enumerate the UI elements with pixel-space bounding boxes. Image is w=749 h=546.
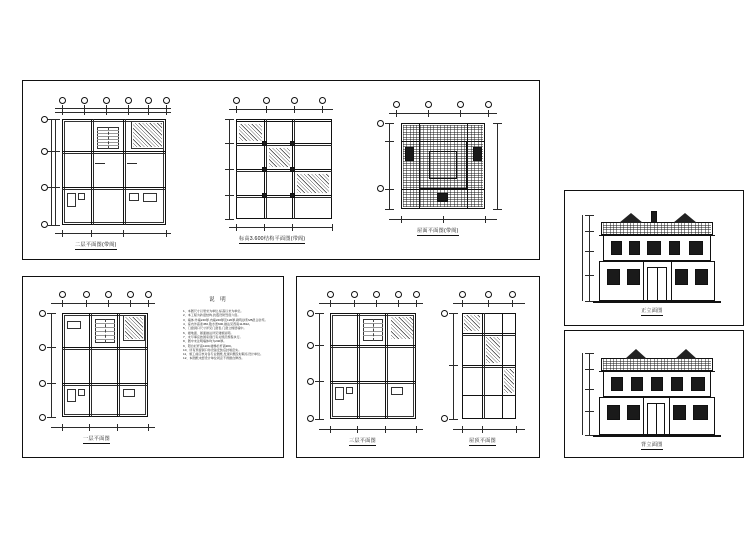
note-line: 9、阳台栏杆高1100,楼梯栏杆高900。 (183, 343, 234, 348)
axis-bubble (485, 291, 492, 298)
axis-bubble (233, 97, 240, 104)
axis-bubble (457, 101, 464, 108)
axis-bubble (59, 97, 66, 104)
column (262, 193, 267, 198)
window (607, 405, 620, 420)
drawing-sheet (8, 8, 749, 538)
axis-bubble (81, 97, 88, 104)
axis-bubble (163, 97, 170, 104)
gable (625, 349, 647, 359)
axis-bubble (83, 291, 90, 298)
axis-bubble (125, 97, 132, 104)
column (290, 193, 295, 198)
fixture (129, 193, 139, 201)
axis-bubble (441, 415, 448, 422)
back-elevation (579, 339, 733, 455)
fixture (123, 389, 135, 397)
note-line: 4、室内外高差450,散水宽600,做法见西南11J812。 (183, 321, 253, 326)
window (693, 405, 708, 420)
fixture (391, 387, 403, 395)
axis-bubble (395, 291, 402, 298)
third-floor-plan (309, 289, 437, 447)
axis-bubble (291, 97, 298, 104)
roof-band (601, 358, 713, 371)
axis-bubble (39, 414, 46, 421)
axis-bubble (425, 101, 432, 108)
window (689, 241, 703, 255)
second-floor-plan (45, 97, 185, 248)
window (627, 269, 640, 285)
axis-bubble (307, 415, 314, 422)
axis-bubble (103, 97, 110, 104)
axis-bubble (393, 101, 400, 108)
axis-bubble (145, 291, 152, 298)
chimney (651, 211, 657, 223)
window (673, 405, 686, 420)
note-line: 8、图中未注明墙体均为240厚。 (183, 339, 227, 344)
fixture (67, 389, 76, 402)
fixture (78, 389, 85, 396)
note-line: 10、所有预留洞口待设备安装后封堵密实。 (183, 347, 242, 352)
window (627, 405, 640, 420)
note-line: 7、未尽事宜按国家现行有关规范规程执行。 (183, 334, 243, 339)
axis-bubble (59, 291, 66, 298)
axis-bubble (307, 342, 314, 349)
drawing-caption: 屋顶平面图 (469, 438, 496, 444)
panel-right-bottom (564, 330, 744, 458)
chimney (437, 193, 448, 202)
axis-bubble (319, 97, 326, 104)
ridge-box-inner (429, 151, 457, 179)
drawing-caption: 一层平面图 (83, 436, 110, 442)
axis-bubble (459, 291, 466, 298)
axis-bubble (327, 291, 334, 298)
balcony (391, 317, 413, 339)
fixture (67, 193, 76, 207)
gable (619, 213, 643, 223)
window (651, 377, 663, 391)
axis-bubble (41, 184, 48, 191)
structure-plan (219, 97, 351, 245)
window (611, 241, 622, 255)
axis-bubble (41, 116, 48, 123)
gable (675, 349, 697, 359)
roof-band (601, 222, 713, 235)
panel-left (22, 276, 284, 458)
window (647, 241, 661, 255)
drawing-caption: 正立面图 (641, 308, 663, 314)
column (290, 141, 295, 146)
column (290, 167, 295, 172)
axis-bubble (39, 344, 46, 351)
window (695, 269, 708, 285)
axis-bubble (377, 120, 384, 127)
drawing-caption: 背立面图 (641, 442, 663, 448)
column (262, 167, 267, 172)
drawing-caption: 标高3.600结构平面图(带阁) (239, 236, 306, 242)
axis-bubble (127, 291, 134, 298)
dormer (473, 147, 482, 161)
notes-title: 说 明 (209, 297, 228, 303)
axis-bubble (105, 291, 112, 298)
axis-bubble (39, 310, 46, 317)
panel-top (22, 80, 540, 260)
window (611, 377, 623, 391)
window (691, 377, 705, 391)
note-line: 11、施工前应核对各专业图纸,发现问题及时联系设计单位。 (183, 352, 264, 357)
gable (673, 213, 697, 223)
panel-middle (296, 276, 540, 458)
axis-bubble (413, 291, 420, 298)
note-line: 5、门窗洞口尺寸详见门窗表,门窗立樘居墙中。 (183, 326, 247, 331)
fixture (335, 387, 344, 400)
axis-bubble (39, 380, 46, 387)
fixture (67, 321, 81, 329)
drawing-caption: 三层平面图 (349, 438, 376, 444)
axis-bubble (41, 221, 48, 228)
axis-bubble (509, 291, 516, 298)
column (262, 141, 267, 146)
roof-plan (375, 97, 515, 245)
axis-bubble (485, 101, 492, 108)
axis-bubble (145, 97, 152, 104)
axis-bubble (263, 97, 270, 104)
note-line: 12、本图纸未经设计单位同意不得擅自修改。 (183, 356, 245, 361)
window (671, 377, 683, 391)
roof-layout-plan (445, 289, 537, 447)
fixture (78, 193, 85, 200)
window (607, 269, 620, 285)
first-floor-plan (39, 289, 171, 447)
drawing-caption: 二层平面图(带阁) (75, 242, 117, 248)
front-elevation (579, 201, 733, 319)
window (675, 269, 688, 285)
axis-bubble (307, 310, 314, 317)
axis-bubble (41, 148, 48, 155)
window (631, 377, 643, 391)
note-line: 1、本图尺寸以毫米为单位,标高以米为单位。 (183, 309, 244, 313)
note-line: 2、本工程为砖混结构,抗震设防烈度六度。 (183, 313, 241, 318)
axis-bubble (373, 291, 380, 298)
axis-bubble (377, 185, 384, 192)
notes-body (183, 309, 287, 361)
dormer (405, 147, 414, 161)
axis-bubble (441, 310, 448, 317)
fixture (143, 193, 157, 202)
fixture (346, 387, 353, 394)
note-line: 6、楼地面、屋面做法详见建施说明。 (183, 330, 234, 335)
panel-right-top (564, 190, 744, 326)
window (669, 241, 680, 255)
note-line: 3、墙体:外墙240厚,内墙240厚及120厚,砌筑砂浆M5混合砂浆。 (183, 317, 268, 322)
drawing-caption: 屋面平面图(带阁) (417, 228, 459, 234)
axis-bubble (307, 378, 314, 385)
window (629, 241, 640, 255)
axis-bubble (351, 291, 358, 298)
